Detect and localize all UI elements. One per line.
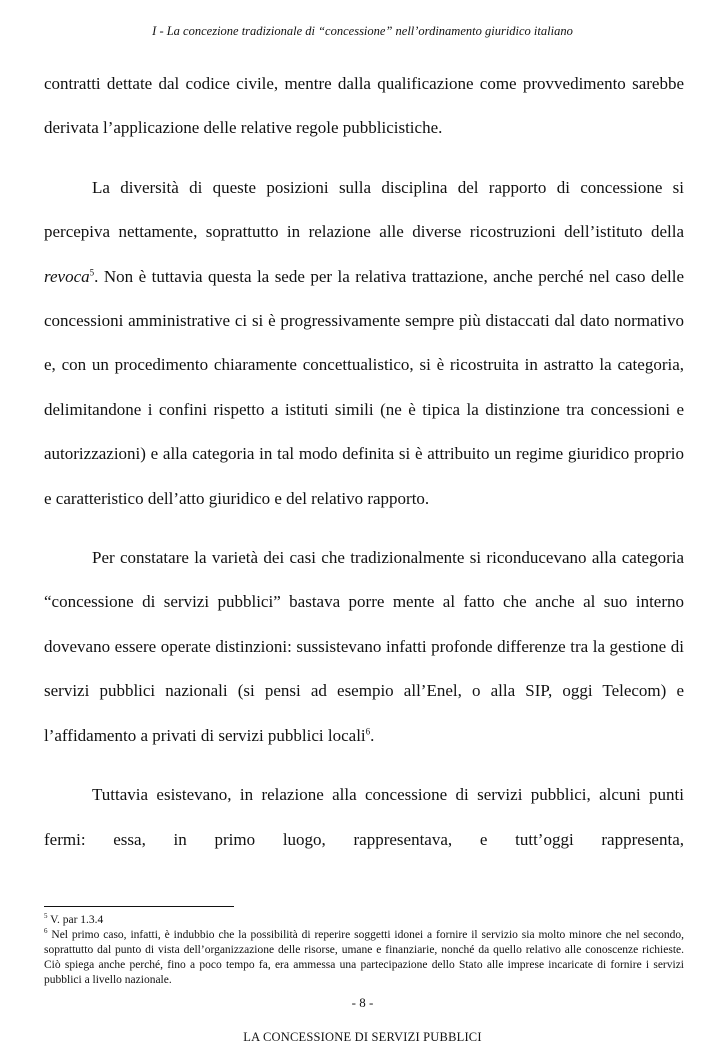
paragraph-3-text-b: . [370, 725, 375, 745]
paragraph-3 [44, 536, 684, 758]
footnote-mark-6: 6 [44, 927, 48, 936]
paragraph-4: Tuttavia esistevano, in relazione alla concessione di servizi pubblici, alcuni punti fermi: essa, in primo luogo, rappresentava, e tutt’oggi rappresenta, [44, 785, 684, 849]
paragraph-1: contratti dettate dal codice civile, mentre dalla qualificazione come provvedimento sarebbe derivata l’applicazione delle relative regole pubblicistiche. [44, 74, 684, 138]
footnote-mark-5: 5 [44, 912, 48, 921]
footnote-5-text: V. par 1.3.4 [47, 914, 104, 926]
page-number: - 8 - [351, 995, 374, 1010]
revoca-term: revoca [44, 266, 90, 286]
running-header: I - La concezione tradizionale di “concessione” nell’ordinamento giuridico italiano [152, 24, 573, 38]
footnote-ref-5[interactable]: 5 [89, 266, 95, 277]
footnotes [44, 913, 684, 988]
paragraph-3-text-a: Per constatare la varietà dei casi che tradizionalmente si riconducevano alla categoria “concessione di servizi pubblici” bastava porre mente al fatto che anche al suo interno dovevano essere operate distinzioni: sussistevano infatti profonde differenze tra la gestione di servizi pubblici nazionali (si pensi ad esempio all’Enel, o alla SIP, oggi Telecom) e l’affidamento a privati di servizi pubblici locali [44, 548, 684, 745]
main-text [44, 62, 684, 862]
footnote-5 [44, 913, 684, 928]
paragraph-2-text-b: . Non è tuttavia questa la sede per la relativa trattazione, anche perché nel caso delle concessioni amministrative ci si è progressivamente sempre più distaccati dal dato normativo e, con un procedimento chiaramente concettualistico, si è ricostruita in astratto la categoria, delimitandone i confini rispetto a istituti simili (ne è tipica la distinzione tra concessioni e autorizzazioni) e alla categoria in tal modo definita si è attribuito un regime giuridico proprio e caratteristico dell’atto giuridico e del relativo rapporto. [44, 266, 684, 508]
paragraph-2-text-a: La diversità di queste posizioni sulla disciplina del rapporto di concessione si percepiva nettamente, soprattutto in relazione alle diverse ricostruzioni dell’istituto della [44, 177, 684, 242]
paragraph-2 [44, 166, 684, 521]
footer-title: LA CONCESSIONE DI SERVIZI PUBBLICI [243, 1030, 482, 1044]
footnote-6-text: Nel primo caso, infatti, è indubbio che la possibilità di reperire soggetti idonei a fornire il servizio sia molto minore che nel secondo, soprattutto dal punto di vista dell’organizzazione delle risorse, umane e finanziarie, nonché da quello relativo alle conoscenze richieste. Ciò spiega anche perché, fino a poco tempo fa, era ammessa una partecipazione dello Stato alle imprese incaricate di fornire i servizi pubblici a livello nazionale. [44, 929, 684, 986]
footnote-6 [44, 928, 684, 988]
footnote-separator [44, 906, 234, 907]
footnote-ref-6[interactable]: 6 [365, 726, 371, 737]
